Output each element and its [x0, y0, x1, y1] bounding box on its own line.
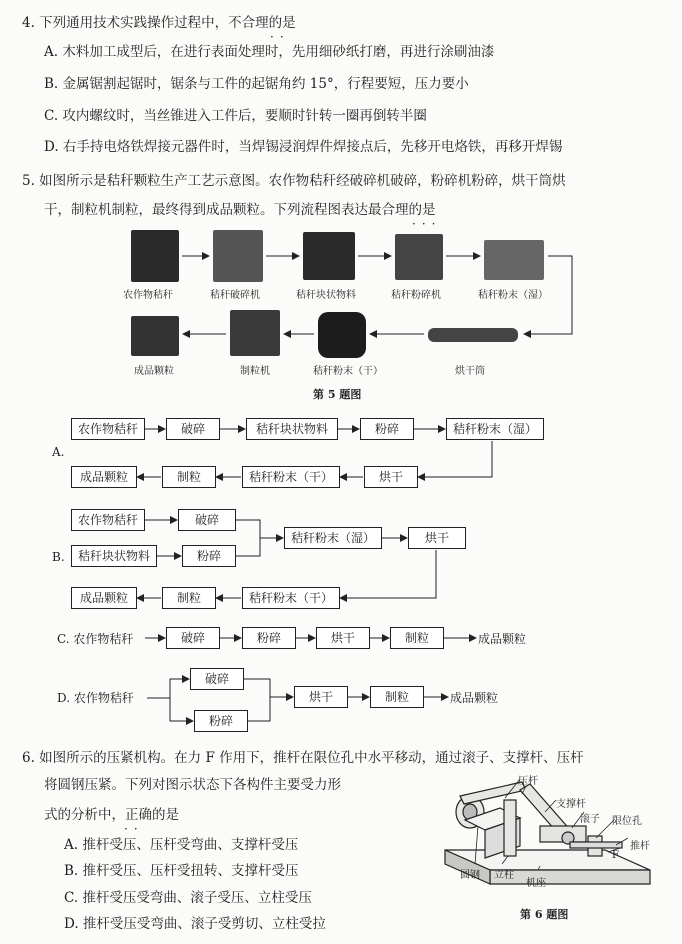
q4-option-a: A. 木料加工成型后，在进行表面处理时，先用细砂纸打磨，再进行涂刷油漆 [44, 44, 495, 60]
q4-stem: 4. 下列通用技术实践操作过程中，不合理的是 [22, 15, 296, 31]
flow-box: 粉碎 [194, 710, 248, 732]
q6-option-a: A. 推杆受压、压杆受弯曲、支撑杆受压 [64, 837, 299, 853]
flow-box: 制粒 [370, 686, 424, 708]
flow-box: 农作物秸秆 [71, 418, 145, 440]
fig5-label: 成品颗粒 [134, 366, 174, 377]
flow-box: 破碎 [166, 418, 220, 440]
fig5-label: 秸秆粉末（干） [313, 366, 383, 377]
fig6-label-roller: 滚子 [580, 814, 600, 825]
emphasis-dots: ·· [270, 30, 290, 44]
q6-stem-line2: 将圆钢压紧。下列对图示状态下各构件主要受力形 [44, 777, 341, 793]
fig5-caption: 第 5 题图 [313, 388, 362, 401]
flow-box: 制粒 [162, 587, 216, 609]
q4-option-c: C. 攻内螺纹时，当丝锥进入工件后，要顺时针转一圈再倒转半圈 [44, 108, 427, 124]
flow-box: 烘干 [408, 527, 466, 549]
flow-box: 秸秆粉末（干） [242, 466, 340, 488]
fig6-label-round-steel: 圆钢 [460, 870, 480, 881]
q5-option-c-end: 成品颗粒 [478, 632, 527, 646]
flow-box: 秸秆块状物料 [71, 545, 157, 567]
emphasis-dots: ·· [124, 822, 144, 836]
q6-option-b: B. 推杆受压、压杆受扭转、支撑杆受压 [64, 863, 299, 879]
fig6-label-base: 机座 [526, 878, 546, 889]
fig6-label-push-rod: 推杆 [630, 841, 650, 852]
flow-box: 破碎 [178, 509, 236, 531]
q5-option-d-end: 成品颗粒 [450, 691, 499, 705]
q6-stem-line1: 6. 如图所示的压紧机构。在力 F 作用下，推杆在限位孔中水平移动，通过滚子、支撑杆、压杆 [22, 750, 584, 766]
flow-box: 粉碎 [360, 418, 414, 440]
fig5-label: 农作物秸秆 [123, 290, 173, 301]
q6-stem-line3: 式的分析中，正确的是 [44, 807, 179, 823]
flow-box: 秸秆块状物料 [246, 418, 338, 440]
fig6-caption: 第 6 题图 [520, 908, 569, 921]
flow-box: 秸秆粉末（湿） [446, 418, 544, 440]
fig6-label-support-bar: 支撑杆 [556, 799, 586, 810]
fig5-label: 烘干筒 [455, 366, 485, 377]
fig5-label: 秸秆破碎机 [210, 290, 260, 301]
q5-option-d-prefix: D. 农作物秸秆 [57, 691, 134, 705]
q5-stem-line2: 干，制粒机制粒，最终得到成品颗粒。下列流程图表达最合理的是 [44, 202, 436, 218]
q4-option-b: B. 金属锯割起锯时，锯条与工件的起锯角约 15°，行程要短，压力要小 [44, 76, 469, 92]
flow-box: 制粒 [390, 627, 444, 649]
q5-stem-line1: 5. 如图所示是秸秆颗粒生产工艺示意图。农作物秸秆经破碎机破碎，粉碎机粉碎，烘干筒烘 [22, 173, 566, 189]
fig5-label: 秸秆粉末（湿） [478, 290, 548, 301]
fig6-label-pressing-bar: 压杆 [518, 776, 538, 787]
q5-option-c-prefix: C. 农作物秸秆 [57, 632, 134, 646]
flow-box: 烘干 [294, 686, 348, 708]
q5-option-b-letter: B. [52, 550, 65, 564]
flow-box: 破碎 [166, 627, 220, 649]
flow-box: 粉碎 [182, 545, 236, 567]
fig6-label-force: F [612, 850, 619, 861]
flow-box: 烘干 [364, 466, 418, 488]
q6-option-d: D. 推杆受压受弯曲、滚子受剪切、立柱受拉 [64, 916, 326, 932]
flow-box: 成品颗粒 [71, 587, 137, 609]
q6-option-c: C. 推杆受压受弯曲、滚子受压、立柱受压 [64, 890, 312, 906]
flow-box: 秸秆粉末（湿） [284, 527, 382, 549]
q4-option-d: D. 右手持电烙铁焊接元器件时，当焊锡浸润焊件焊接点后，先移开电烙铁，再移开焊锡 [44, 139, 563, 155]
q5-option-a-letter: A. [52, 445, 65, 459]
fig5-label: 秸秆块状物料 [296, 290, 356, 301]
fig5-label: 制粒机 [240, 366, 270, 377]
fig6-label-column: 立柱 [494, 870, 514, 881]
fig5-label: 秸秆粉碎机 [391, 290, 441, 301]
fig6-label-limit-hole: 限位孔 [612, 816, 642, 827]
flow-box: 破碎 [190, 668, 244, 690]
flow-box: 农作物秸秆 [71, 509, 145, 531]
flow-box: 制粒 [162, 466, 216, 488]
flow-box: 粉碎 [242, 627, 296, 649]
flow-box: 成品颗粒 [71, 466, 137, 488]
flow-box: 秸秆粉末（干） [242, 587, 340, 609]
emphasis-dots: ··· [412, 217, 442, 231]
flow-box: 烘干 [316, 627, 370, 649]
